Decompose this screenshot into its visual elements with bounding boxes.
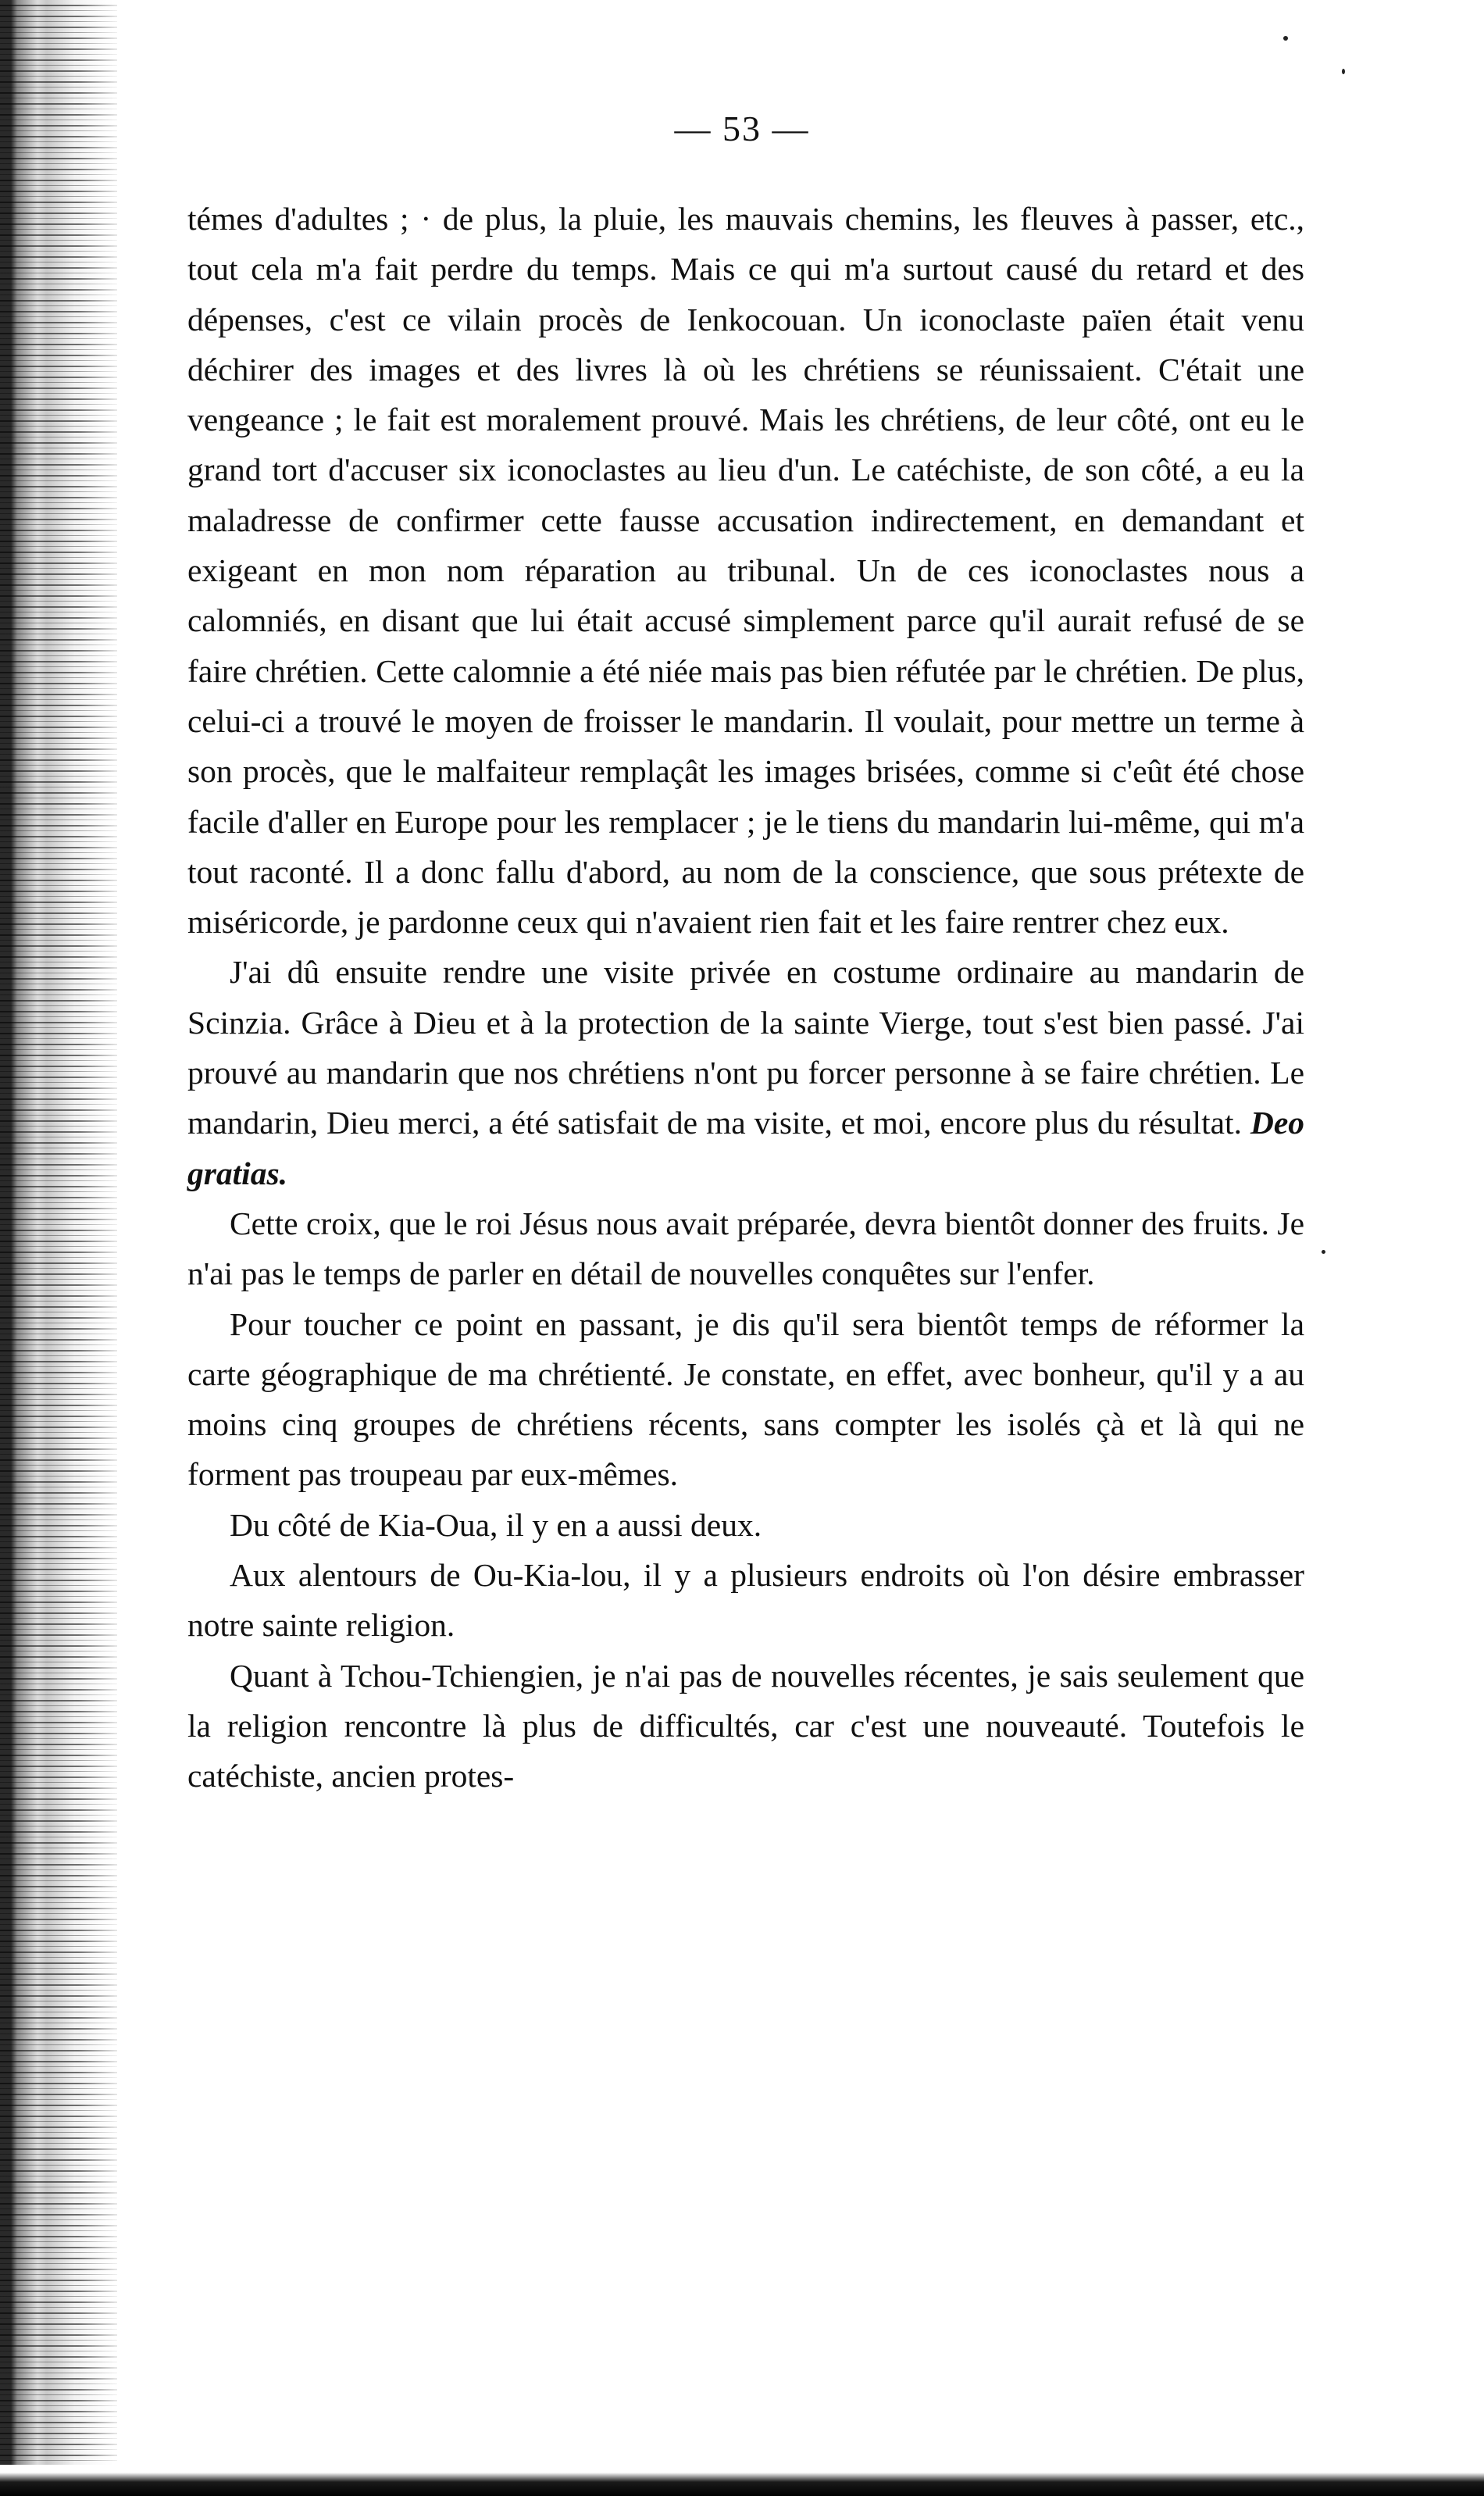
paragraph-text: Pour toucher ce point en passant, je dis qu'il sera bientôt temps de réformer la carte géographique de ma chrétienté. Je constate, en effet, avec bonheur, qu'il y a au moins cinq groupes de chrétiens récents, sans compter les isolés çà et là qui ne forment pas troupeau par eux-mêmes. bbox=[187, 1305, 1304, 1493]
scan-speck bbox=[1322, 1250, 1325, 1254]
paragraph-7 bbox=[187, 1651, 1304, 1801]
paragraph-text: Cette croix, que le roi Jésus nous avait préparée, devra bientôt donner des fruits. Je n'ai pas le temps de parler en détail de nouvelles conquêtes sur l'enfer. bbox=[187, 1205, 1304, 1292]
paragraph-4 bbox=[187, 1299, 1304, 1500]
scan-speck bbox=[1342, 69, 1345, 74]
latin-phrase: Deo gratias. bbox=[187, 1105, 1304, 1191]
scan-bottom-edge bbox=[0, 2465, 1484, 2496]
paragraph-6 bbox=[187, 1550, 1304, 1651]
paragraph-5 bbox=[187, 1500, 1304, 1550]
page-number: — 53 — bbox=[674, 109, 810, 148]
page-body bbox=[187, 194, 1304, 1801]
paragraph-text: témes d'adultes ; · de plus, la pluie, les mauvais chemins, les fleuves à passer, etc., tout cela m'a fait perdre du temps. Mais ce qui m'a surtout causé du retard et des dépenses, c'est ce vilain procès de Ienkocouan. Un iconoclaste païen était venu déchirer des images et des livres là où les chrétiens se réunissaient. C'était une vengeance ; le fait est moralement prouvé. Mais les chrétiens, de leur côté, ont eu le grand tort d'accuser six iconoclastes au lieu d'un. Le catéchiste, de son côté, a eu la maladresse de confirmer cette fausse accusation indirectement, en demandant et exigeant en mon nom réparation au tribunal. Un de ces iconoclastes nous a calomniés, en disant que lui était accusé simplement parce qu'il aurait refusé de se faire chrétien. Cette calomnie a été niée mais pas bien réfutée par le chrétien. De plus, celui-ci a trouvé le moyen de froisser le mandarin. Il voulait, pour mettre un terme à son procès, que le malfaiteur remplaçât les images brisées, comme si c'eût été chose facile d'aller en Europe pour les remplacer ; je le tiens du mandarin lui-même, qui m'a tout raconté. Il a donc fallu d'abord, au nom de la conscience, que sous prétexte de miséricorde, je pardonne ceux qui n'avaient rien fait et les faire rentrer chez eux. bbox=[187, 201, 1304, 941]
paragraph-1 bbox=[187, 194, 1304, 947]
paragraph-2 bbox=[187, 947, 1304, 1198]
paragraph-text: Quant à Tchou-Tchiengien, je n'ai pas de nouvelles récentes, je sais seulement que la religion rencontre là plus de difficultés, car c'est une nouveauté. Toutefois le catéchiste, ancien protes- bbox=[187, 1657, 1304, 1794]
scan-binding-fade bbox=[78, 0, 125, 2496]
scan-speck bbox=[1283, 36, 1288, 41]
paragraph-text: J'ai dû ensuite rendre une visite privée en costume ordinaire au mandarin de Scinzia. Grâce à Dieu et à la protection de la sainte Vierge, tout s'est bien passé. J'ai prouvé au mandarin que nos chrétiens n'ont pu forcer personne à se faire chrétien. Le mandarin, Dieu merci, a été satisfait de ma visite, et moi, encore plus du résultat. bbox=[187, 954, 1304, 1141]
paragraph-3 bbox=[187, 1198, 1304, 1299]
paragraph-text: Du côté de Kia-Oua, il y en a aussi deux. bbox=[230, 1506, 762, 1543]
paragraph-text: Aux alentours de Ou-Kia-lou, il y a plusieurs endroits où l'on désire embrasser notre sainte religion. bbox=[187, 1557, 1304, 1644]
